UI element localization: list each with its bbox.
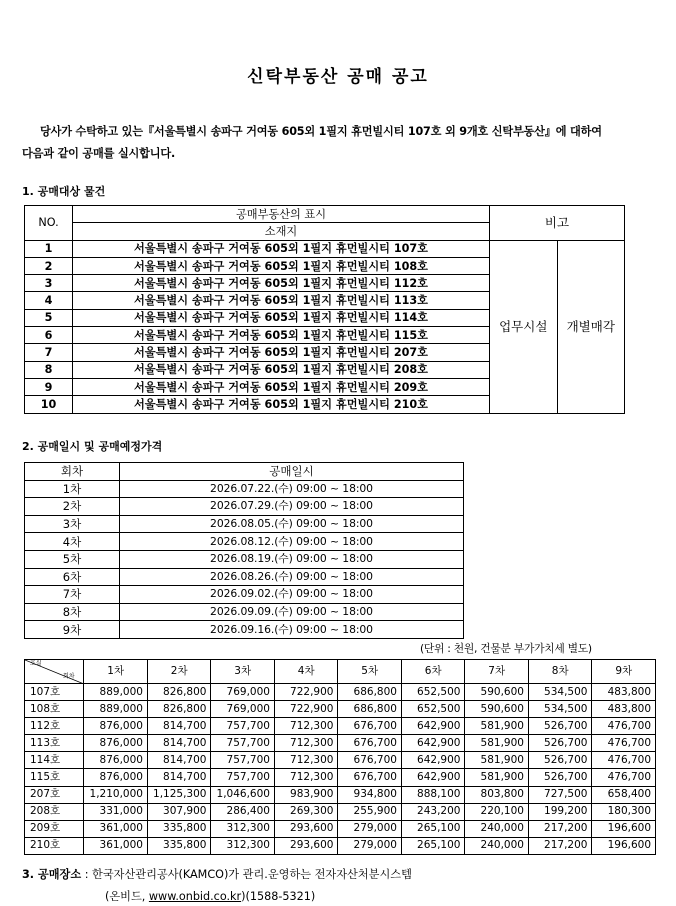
price-row [25, 735, 656, 752]
price-row [25, 718, 656, 735]
price-row [25, 752, 656, 769]
price-value: 476,700 [592, 718, 656, 735]
price-unit: 208호 [25, 803, 84, 820]
auction-place [22, 864, 412, 906]
price-value: 712,300 [274, 769, 338, 786]
price-value: 590,600 [465, 701, 529, 718]
schedule-datetime: 2026.07.29.(수) 09:00 ~ 18:00 [120, 498, 464, 516]
price-value: 483,800 [592, 684, 656, 701]
price-round-header: 1차 [84, 660, 148, 684]
price-value: 769,000 [211, 684, 275, 701]
price-value: 983,900 [274, 786, 338, 803]
price-value: 335,800 [147, 820, 211, 837]
col-display-header: 공매부동산의 표시 [73, 206, 490, 223]
price-value: 1,125,300 [147, 786, 211, 803]
schedule-row [25, 550, 464, 568]
schedule-round: 7차 [25, 586, 120, 604]
price-value: 676,700 [338, 769, 402, 786]
price-value: 934,800 [338, 786, 402, 803]
price-value: 757,700 [211, 718, 275, 735]
corner-unit-label: 호실 [30, 660, 42, 667]
price-value: 534,500 [528, 701, 592, 718]
price-value: 642,900 [401, 752, 465, 769]
price-value: 581,900 [465, 735, 529, 752]
price-value: 814,700 [147, 718, 211, 735]
price-value: 526,700 [528, 769, 592, 786]
onbid-link[interactable]: www.onbid.co.kr [148, 890, 242, 903]
price-value: 876,000 [84, 752, 148, 769]
price-value: 642,900 [401, 769, 465, 786]
price-value: 279,000 [338, 837, 402, 854]
price-value: 476,700 [592, 752, 656, 769]
onbid-prefix: (온비드, [105, 890, 149, 903]
property-address: 서울특별시 송파구 거여동 605외 1필지 휴먼빌시티 107호 [73, 240, 490, 257]
price-value: 269,300 [274, 803, 338, 820]
property-row [25, 240, 625, 257]
price-value: 676,700 [338, 718, 402, 735]
col-note-header: 비고 [490, 206, 625, 241]
property-address: 서울특별시 송파구 거여동 605외 1필지 휴먼빌시티 115호 [73, 327, 490, 344]
price-round-header: 9차 [592, 660, 656, 684]
schedule-row [25, 533, 464, 551]
price-value: 686,800 [338, 684, 402, 701]
price-value: 217,200 [528, 820, 592, 837]
schedule-round: 9차 [25, 621, 120, 639]
price-value: 814,700 [147, 735, 211, 752]
schedule-round: 1차 [25, 480, 120, 498]
price-value: 676,700 [338, 752, 402, 769]
price-row [25, 786, 656, 803]
price-value: 361,000 [84, 820, 148, 837]
price-round-header: 8차 [528, 660, 592, 684]
property-address: 서울특별시 송파구 거여동 605외 1필지 휴먼빌시티 112호 [73, 275, 490, 292]
col-datetime-header: 공매일시 [120, 463, 464, 481]
price-value: 826,800 [147, 684, 211, 701]
col-location-header: 소재지 [73, 223, 490, 240]
schedule-row [25, 603, 464, 621]
price-round-header: 3차 [211, 660, 275, 684]
price-value: 293,600 [274, 820, 338, 837]
intro-paragraph: 당사가 수탁하고 있는『서울특별시 송파구 거여동 605외 1필지 휴먼빌시티 107호 외 9개호 신탁부동산』에 대하여 다음과 같이 공매를 실시합니다. [22, 125, 602, 160]
price-round-header: 6차 [401, 660, 465, 684]
schedule-datetime: 2026.08.19.(수) 09:00 ~ 18:00 [120, 550, 464, 568]
price-unit: 112호 [25, 718, 84, 735]
property-address: 서울특별시 송파구 거여동 605외 1필지 휴먼빌시티 208호 [73, 361, 490, 378]
onbid-suffix: )(1588-5321) [241, 890, 316, 903]
price-unit: 114호 [25, 752, 84, 769]
price-value: 265,100 [401, 837, 465, 854]
col-no-header: NO. [25, 206, 73, 241]
property-table [24, 205, 625, 414]
price-value: 876,000 [84, 718, 148, 735]
property-no: 8 [25, 361, 73, 378]
schedule-row [25, 586, 464, 604]
property-no: 7 [25, 344, 73, 361]
price-value: 769,000 [211, 701, 275, 718]
price-value: 220,100 [465, 803, 529, 820]
price-value: 581,900 [465, 752, 529, 769]
schedule-round: 3차 [25, 515, 120, 533]
property-no: 1 [25, 240, 73, 257]
property-no: 2 [25, 257, 73, 274]
price-unit: 207호 [25, 786, 84, 803]
price-value: 712,300 [274, 735, 338, 752]
schedule-datetime: 2026.09.16.(수) 09:00 ~ 18:00 [120, 621, 464, 639]
schedule-table [24, 462, 464, 639]
price-value: 722,900 [274, 701, 338, 718]
price-round-header: 2차 [147, 660, 211, 684]
section2-heading: 2. 공매일시 및 공매예정가격 [22, 440, 163, 453]
price-value: 217,200 [528, 837, 592, 854]
section3-label: 3. 공매장소 [22, 868, 82, 881]
price-value: 255,900 [338, 803, 402, 820]
schedule-round: 8차 [25, 603, 120, 621]
price-value: 279,000 [338, 820, 402, 837]
price-value: 526,700 [528, 718, 592, 735]
price-unit: 108호 [25, 701, 84, 718]
schedule-row [25, 568, 464, 586]
price-value: 293,600 [274, 837, 338, 854]
corner-cell [25, 660, 84, 684]
price-round-header: 7차 [465, 660, 529, 684]
price-unit: 209호 [25, 820, 84, 837]
price-row [25, 803, 656, 820]
price-value: 888,100 [401, 786, 465, 803]
schedule-row [25, 621, 464, 639]
property-address: 서울특별시 송파구 거여동 605외 1필지 휴먼빌시티 207호 [73, 344, 490, 361]
price-value: 712,300 [274, 752, 338, 769]
price-row [25, 837, 656, 854]
price-unit: 210호 [25, 837, 84, 854]
price-value: 331,000 [84, 803, 148, 820]
property-address: 서울특별시 송파구 거여동 605외 1필지 휴먼빌시티 113호 [73, 292, 490, 309]
price-value: 476,700 [592, 735, 656, 752]
schedule-round: 2차 [25, 498, 120, 516]
price-value: 307,900 [147, 803, 211, 820]
note-sale: 개별매각 [557, 240, 625, 413]
col-round-header: 회차 [25, 463, 120, 481]
price-value: 642,900 [401, 718, 465, 735]
property-address: 서울특별시 송파구 거여동 605외 1필지 휴먼빌시티 209호 [73, 378, 490, 395]
schedule-datetime: 2026.09.09.(수) 09:00 ~ 18:00 [120, 603, 464, 621]
price-value: 581,900 [465, 718, 529, 735]
schedule-round: 4차 [25, 533, 120, 551]
schedule-round: 6차 [25, 568, 120, 586]
price-unit: 115호 [25, 769, 84, 786]
price-value: 199,200 [528, 803, 592, 820]
schedule-datetime: 2026.08.05.(수) 09:00 ~ 18:00 [120, 515, 464, 533]
notice-title: 신탁부동산 공매 공고 [247, 67, 429, 87]
price-value: 590,600 [465, 684, 529, 701]
price-value: 676,700 [338, 735, 402, 752]
price-table [24, 659, 656, 855]
price-round-header: 4차 [274, 660, 338, 684]
price-unit: 107호 [25, 684, 84, 701]
price-value: 642,900 [401, 735, 465, 752]
price-value: 1,046,600 [211, 786, 275, 803]
price-value: 1,210,000 [84, 786, 148, 803]
price-value: 265,100 [401, 820, 465, 837]
price-value: 196,600 [592, 820, 656, 837]
price-value: 335,800 [147, 837, 211, 854]
schedule-round: 5차 [25, 550, 120, 568]
price-row [25, 769, 656, 786]
price-value: 361,000 [84, 837, 148, 854]
price-value: 826,800 [147, 701, 211, 718]
schedule-datetime: 2026.09.02.(수) 09:00 ~ 18:00 [120, 586, 464, 604]
schedule-row [25, 515, 464, 533]
schedule-datetime: 2026.08.26.(수) 09:00 ~ 18:00 [120, 568, 464, 586]
price-value: 889,000 [84, 684, 148, 701]
property-no: 6 [25, 327, 73, 344]
price-value: 312,300 [211, 837, 275, 854]
price-value: 581,900 [465, 769, 529, 786]
property-no: 4 [25, 292, 73, 309]
price-value: 876,000 [84, 735, 148, 752]
price-row [25, 701, 656, 718]
price-value: 722,900 [274, 684, 338, 701]
price-value: 476,700 [592, 769, 656, 786]
price-value: 286,400 [211, 803, 275, 820]
price-value: 803,800 [465, 786, 529, 803]
price-value: 658,400 [592, 786, 656, 803]
section1-heading: 1. 공매대상 물건 [22, 185, 106, 198]
property-address: 서울특별시 송파구 거여동 605외 1필지 휴먼빌시티 114호 [73, 309, 490, 326]
price-value: 712,300 [274, 718, 338, 735]
price-value: 757,700 [211, 735, 275, 752]
price-value: 814,700 [147, 752, 211, 769]
price-row [25, 820, 656, 837]
price-unit: 113호 [25, 735, 84, 752]
price-value: 686,800 [338, 701, 402, 718]
note-use: 업무시설 [490, 240, 558, 413]
property-no: 5 [25, 309, 73, 326]
price-value: 240,000 [465, 837, 529, 854]
price-value: 652,500 [401, 684, 465, 701]
price-value: 727,500 [528, 786, 592, 803]
price-value: 196,600 [592, 837, 656, 854]
price-value: 652,500 [401, 701, 465, 718]
price-value: 889,000 [84, 701, 148, 718]
price-value: 180,300 [592, 803, 656, 820]
property-no: 3 [25, 275, 73, 292]
price-round-header: 5차 [338, 660, 402, 684]
price-value: 534,500 [528, 684, 592, 701]
unit-note: (단위 : 천원, 건물분 부가가치세 별도) [420, 642, 592, 655]
price-value: 757,700 [211, 769, 275, 786]
price-value: 526,700 [528, 752, 592, 769]
property-address: 서울특별시 송파구 거여동 605외 1필지 휴먼빌시티 108호 [73, 257, 490, 274]
price-value: 814,700 [147, 769, 211, 786]
price-value: 483,800 [592, 701, 656, 718]
schedule-row [25, 498, 464, 516]
price-value: 526,700 [528, 735, 592, 752]
property-address: 서울특별시 송파구 거여동 605외 1필지 휴먼빌시티 210호 [73, 396, 490, 413]
price-value: 243,200 [401, 803, 465, 820]
property-no: 9 [25, 378, 73, 395]
schedule-datetime: 2026.08.12.(수) 09:00 ~ 18:00 [120, 533, 464, 551]
price-value: 757,700 [211, 752, 275, 769]
corner-round-label: 회차 [63, 673, 75, 680]
price-row [25, 684, 656, 701]
price-value: 312,300 [211, 820, 275, 837]
price-value: 240,000 [465, 820, 529, 837]
price-value: 876,000 [84, 769, 148, 786]
section3-text: : 한국자산관리공사(KAMCO)가 관리.운영하는 전자자산처분시스템 [84, 868, 412, 881]
schedule-row [25, 480, 464, 498]
property-no: 10 [25, 396, 73, 413]
schedule-datetime: 2026.07.22.(수) 09:00 ~ 18:00 [120, 480, 464, 498]
